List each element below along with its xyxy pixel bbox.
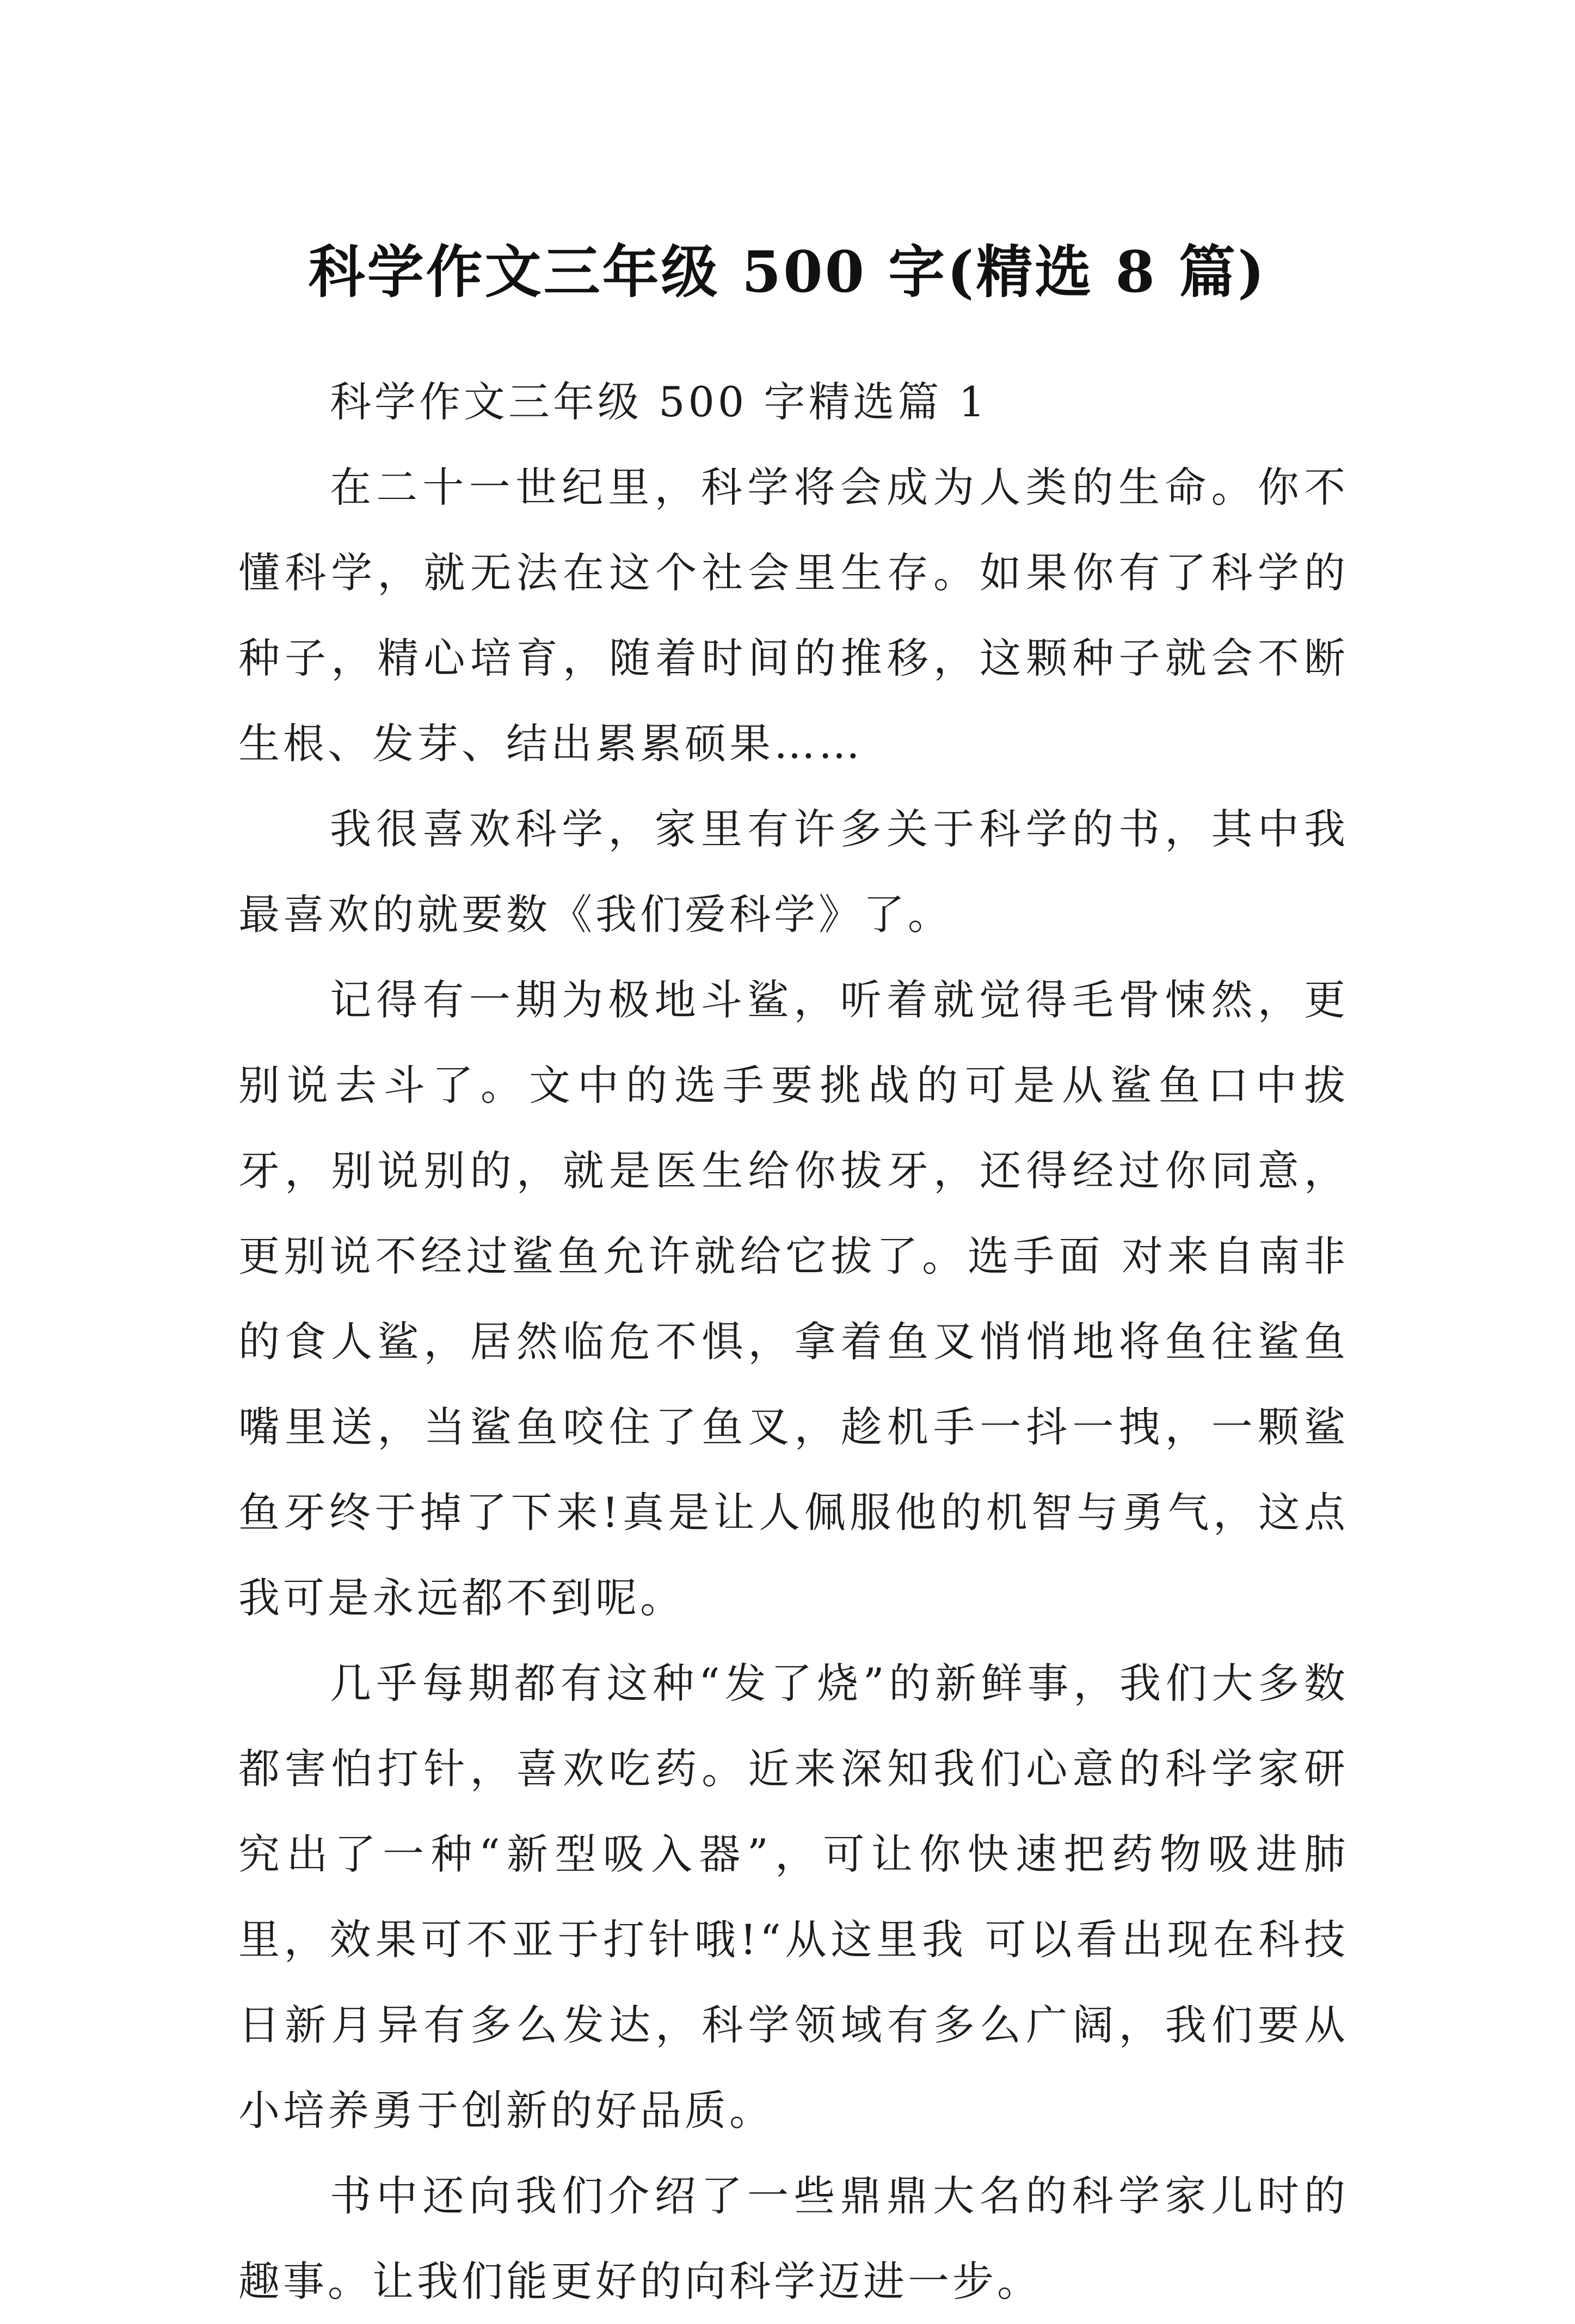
paragraph-4: 几乎每期都有这种“发了烧”的新鲜事，我们大多数都害怕打针，喜欢吃药。近来深知我们心意的科学家研究出了一种“新型吸入器”，可让你快速把药物吸进肺里，效果可不亚于打针哦!“从这里我 可以看出现在科技日新月异有多么发达，科学领域有多么广阔，我们要从小培养勇于创新的好品质。 [238,1659,1349,2135]
section-heading: 科学作文三年级 500 字精选篇 1 [330,378,988,426]
paragraph-1: 在二十一世纪里，科学将会成为人类的生命。你不懂科学，就无法在这个社会里生存。如果你有了科学的种子，精心培育，随着时间的推移，这颗种子就会不断生根、发芽、结出累累硕果…… [238,463,1349,768]
document-body [238,359,1349,2324]
paragraph-5: 书中还向我们介绍了一些鼎鼎大名的科学家儿时的趣事。让我们能更好的向科学迈进一步。 [238,2172,1349,2305]
paragraph-2: 我很喜欢科学，家里有许多关于科学的书，其中我最喜欢的就要数《我们爱科学》了。 [238,805,1349,939]
paragraph-3: 记得有一期为极地斗鲨，听着就觉得毛骨悚然，更别说去斗了。文中的选手要挑战的可是从鲨鱼口中拔牙，别说别的，就是医生给你拔牙，还得经过你同意，更别说不经过鲨鱼允许就给它拔了。选手面 对来自南非的食人鲨，居然临危不惧，拿着鱼叉悄悄地将鱼往鲨鱼嘴里送，当鲨鱼咬住了鱼叉，趁机手一抖一拽，一颗鲨鱼牙终于掉了下来!真是让人佩服他的机智与勇气，这点我可是永远都不到呢。 [238,976,1349,1622]
document-title: 科学作文三年级 500 字(精选 8 篇) [308,238,1267,305]
